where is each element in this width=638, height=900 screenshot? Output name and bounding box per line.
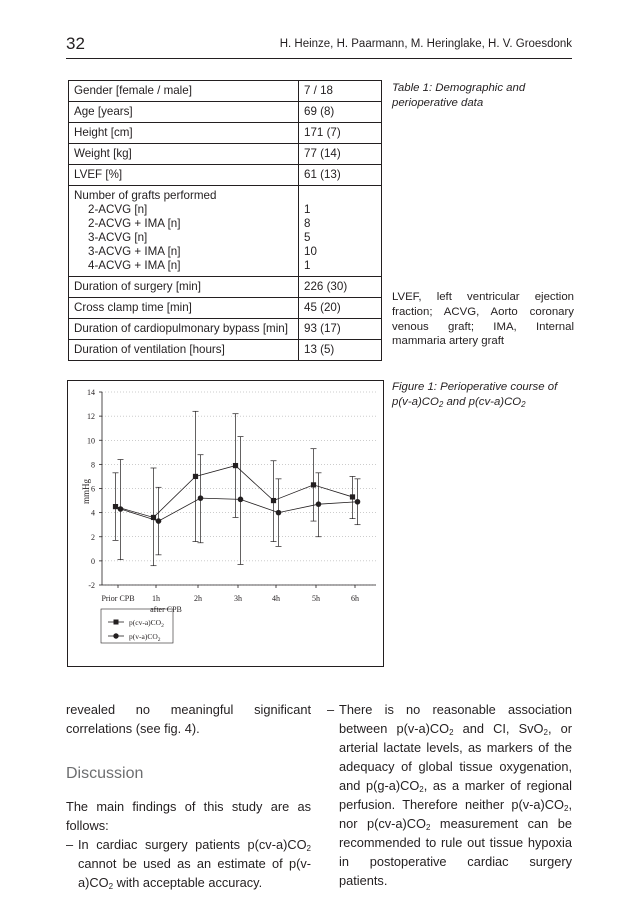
data-point-square bbox=[193, 474, 198, 479]
grafts-heading: Number of grafts performed bbox=[74, 189, 217, 202]
x-tick-label: 6h bbox=[351, 594, 359, 603]
table-caption: Table 1: Demographic and perioperative data bbox=[392, 82, 526, 109]
table-cell-label: LVEF [%] bbox=[69, 165, 299, 186]
x-tick-label: 1h bbox=[152, 594, 160, 603]
graft-type: 2-ACVG [n] bbox=[88, 203, 148, 216]
table-cell-value: 226 (30) bbox=[299, 277, 382, 298]
data-point-circle bbox=[355, 499, 361, 505]
table-row bbox=[69, 102, 382, 123]
y-tick-label: 2 bbox=[91, 532, 95, 542]
data-point-square bbox=[113, 504, 118, 509]
graft-count: 8 bbox=[304, 217, 311, 230]
graft-count: 1 bbox=[304, 203, 311, 216]
data-point-circle bbox=[156, 518, 162, 524]
table-cell-label: Cross clamp time [min] bbox=[69, 298, 299, 319]
y-tick-label: -2 bbox=[88, 581, 95, 590]
legend-label: $p(cv-a)CO_2$ bbox=[129, 618, 164, 629]
running-header-authors: H. Heinze, H. Paarmann, M. Heringlake, H. V. Groesdonk bbox=[279, 38, 572, 50]
figure-1 bbox=[67, 380, 384, 667]
table-cell-value: 45 (20) bbox=[299, 298, 382, 319]
graft-type: 2-ACVG + IMA [n] bbox=[88, 217, 181, 230]
y-tick-label: 0 bbox=[91, 556, 95, 566]
series-line-cv-a bbox=[116, 466, 353, 518]
table-cell-value: 61 (13) bbox=[299, 165, 382, 186]
graft-count: 1 bbox=[304, 259, 311, 272]
data-point-circle bbox=[198, 495, 204, 501]
data-point-circle bbox=[238, 497, 244, 503]
table-cell-label: Duration of ventilation [hours] bbox=[69, 340, 299, 361]
table-row bbox=[69, 340, 382, 361]
x-tick-label: 5h bbox=[312, 594, 320, 603]
table-cell-label: Height [cm] bbox=[69, 123, 299, 144]
right-column bbox=[327, 700, 572, 890]
x-tick-label: Prior CPB bbox=[101, 594, 135, 603]
y-tick-label: 6 bbox=[91, 484, 95, 494]
data-point-circle bbox=[316, 501, 322, 507]
table-cell-value bbox=[299, 186, 382, 277]
x-tick-label: 2h bbox=[194, 594, 202, 603]
y-tick-label: 12 bbox=[87, 412, 95, 422]
paragraph-correlations: revealed no meaningful significant correlations (see fig. 4). bbox=[66, 702, 311, 736]
data-point-square bbox=[350, 494, 355, 499]
table-cell-label: Weight [kg] bbox=[69, 144, 299, 165]
legend-label: $p(v-a)CO_2$ bbox=[129, 632, 161, 643]
demographic-table bbox=[68, 80, 382, 361]
graft-type: 3-ACVG + IMA [n] bbox=[88, 245, 181, 258]
graft-count: 10 bbox=[304, 245, 317, 258]
x-tick-label: 3h bbox=[234, 594, 242, 603]
table-cell-label: Duration of surgery [min] bbox=[69, 277, 299, 298]
x-tick-label: 4h bbox=[272, 594, 280, 603]
page-number: 32 bbox=[66, 34, 85, 53]
y-tick-label: 10 bbox=[87, 436, 95, 446]
graft-count: 5 bbox=[304, 231, 311, 244]
data-point-square bbox=[311, 482, 316, 487]
data-point-circle bbox=[118, 506, 124, 512]
table-row bbox=[69, 144, 382, 165]
header-rule bbox=[66, 58, 572, 59]
data-point-square bbox=[271, 498, 276, 503]
y-tick-label: 14 bbox=[87, 388, 95, 397]
finding-bullet-2: – There is no reasonable association between $p(v-a)CO_2$ and CI, SvO$_2$, or arterial lactate levels, as markers of the adequacy of global tissue oxygenation, and $p(g-a)CO_2$, as a marker of regional perfusion. Therefore neither $p(v-a)CO_2$, nor $p(cv-a)CO_2$ measurement can be recommended to rule out tissue hypoxia in postoperative cardiac surgery patients. bbox=[327, 702, 573, 888]
y-tick-label: 4 bbox=[91, 508, 95, 518]
finding-bullet-1: – In cardiac surgery patients $p(cv-a)CO_2$ cannot be used as an estimate of $p(v-a)CO_2$ with acceptable accuracy. bbox=[66, 837, 311, 891]
table-cell-label bbox=[69, 186, 299, 277]
section-heading-discussion: Discussion bbox=[66, 765, 144, 782]
table-cell-value: 7 / 18 bbox=[299, 81, 382, 102]
table-row bbox=[69, 165, 382, 186]
table-cell-value: 13 (5) bbox=[299, 340, 382, 361]
table-abbreviations-note: LVEF, left ventricular ejection fraction; ACVG, Aorto coronary venous graft; IMA, Internal mammaria artery graft bbox=[392, 291, 574, 348]
table-cell-value: 171 (7) bbox=[299, 123, 382, 144]
graft-type: 3-ACVG [n] bbox=[88, 231, 148, 244]
table-cell-value: 69 (8) bbox=[299, 102, 382, 123]
table-row bbox=[69, 319, 382, 340]
legend-marker-circle bbox=[113, 633, 118, 638]
table-cell-label: Duration of cardiopulmonary bypass [min] bbox=[69, 319, 299, 340]
table-cell-value: 77 (14) bbox=[299, 144, 382, 165]
legend-marker-square bbox=[114, 620, 119, 625]
left-column bbox=[66, 700, 311, 892]
table-row bbox=[69, 81, 382, 102]
paragraph-main-findings: The main findings of this study are as follows: bbox=[66, 799, 311, 833]
data-point-square bbox=[233, 463, 238, 468]
y-axis-label: mmHg bbox=[81, 478, 91, 505]
table-cell-label: Gender [female / male] bbox=[69, 81, 299, 102]
table-row bbox=[69, 277, 382, 298]
y-tick-label: 8 bbox=[91, 460, 95, 470]
figure-caption: Figure 1: Perioperative course of $p(v-a)CO_2$ and $p(cv-a)CO_2$ bbox=[392, 381, 558, 409]
perioperative-chart bbox=[68, 381, 383, 666]
graft-type: 4-ACVG + IMA [n] bbox=[88, 259, 181, 272]
table-row bbox=[69, 123, 382, 144]
table-row-grafts bbox=[69, 186, 382, 277]
data-point-circle bbox=[276, 510, 282, 516]
table-cell-label: Age [years] bbox=[69, 102, 299, 123]
table-cell-value: 93 (17) bbox=[299, 319, 382, 340]
table-row bbox=[69, 298, 382, 319]
x-sublabel: after CPB bbox=[150, 605, 182, 614]
